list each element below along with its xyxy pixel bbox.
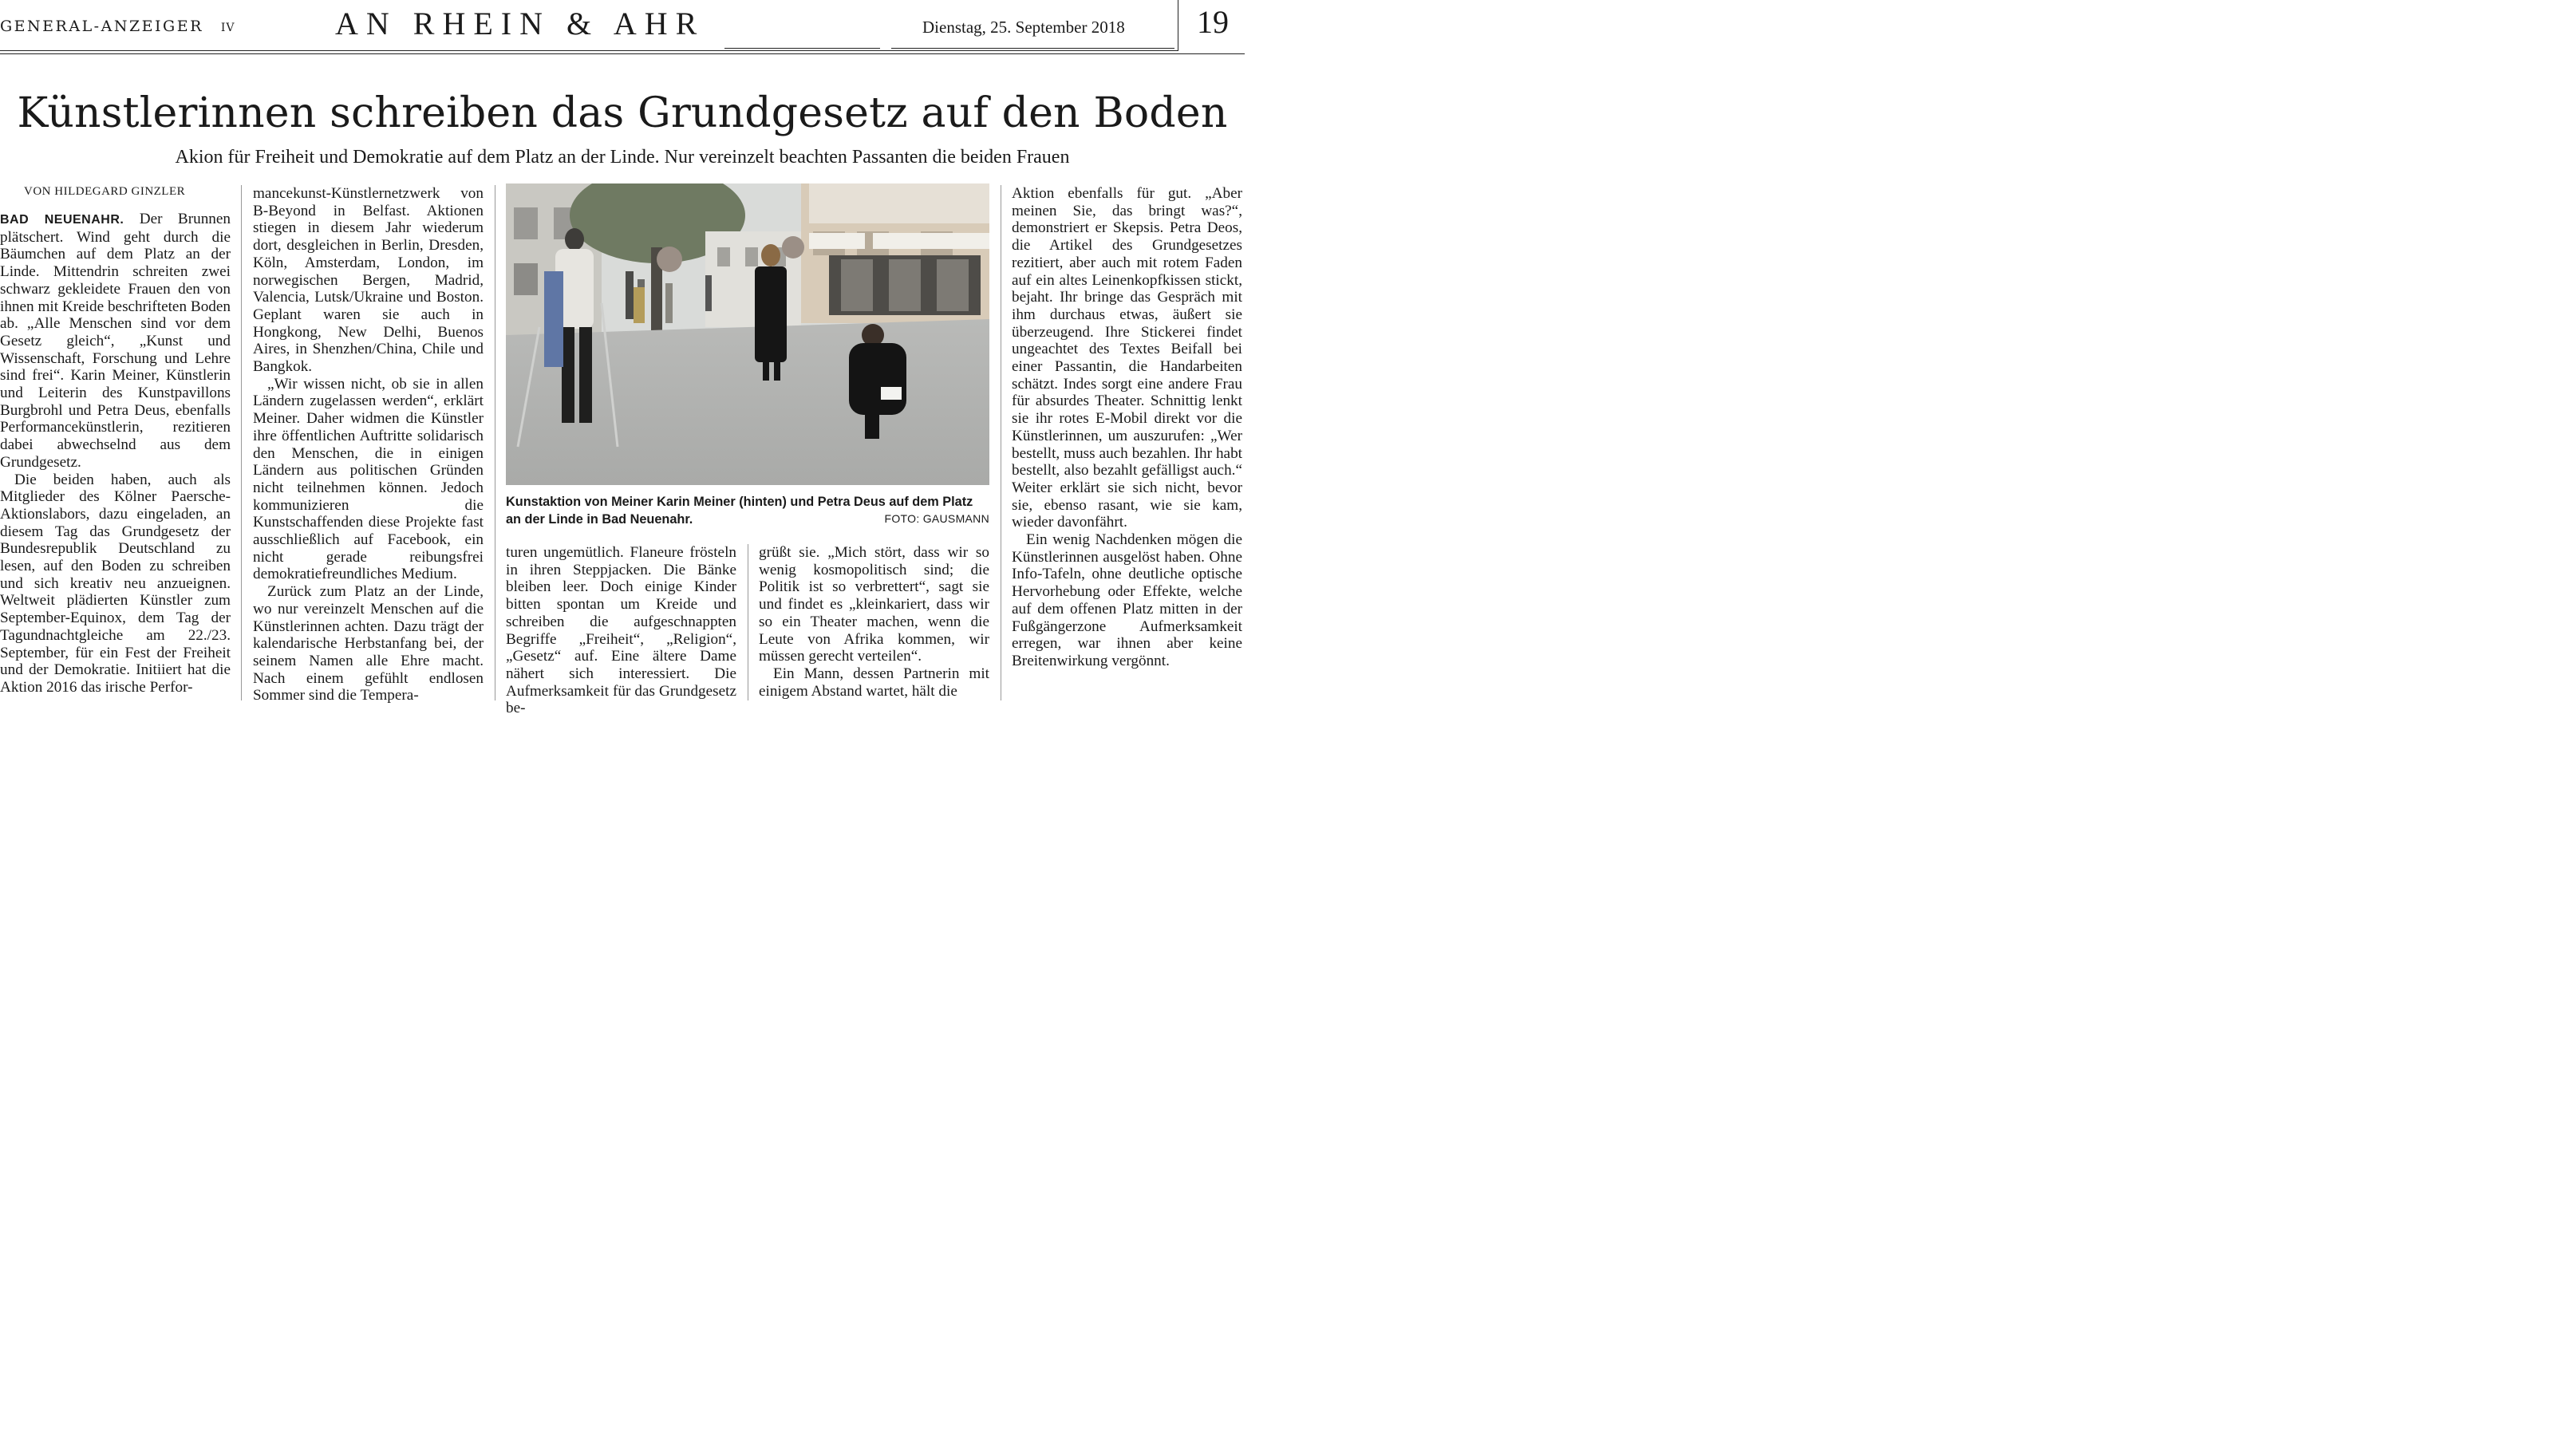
paragraph [0, 211, 231, 472]
page-number: 19 [1197, 4, 1229, 40]
masthead-paper-name [0, 18, 235, 35]
article-column-5 [1012, 185, 1242, 670]
photo-caption: Kunstaktion von Meiner Karin Meiner (hinten) und Petra Deus auf dem Platz an der Linde in Bad Neuenahr. [506, 495, 973, 527]
paragraph: turen ungemütlich. Flaneure frösteln in ihren Steppjacken. Die Bänke bleiben leer. Doch einige Kinder bitten spontan um Kreide und schreiben die aufgeschnappten Begriffe „Freiheit“, „Religion“, „Gesetz“ auf. Eine ältere Dame nähert sich interessiert. Die Aufmerksamkeit für das Grundgesetz be- [506, 544, 736, 717]
masthead-rule-segment [724, 48, 880, 49]
issue-date: Dienstag, 25. September 2018 [922, 18, 1125, 37]
article-column-3 [506, 544, 736, 717]
masthead-rule-segment [891, 48, 1174, 49]
dateline: BAD NEUENAHR. [0, 213, 124, 227]
paragraph: Zurück zum Platz an der Linde, wo nur vereinzelt Menschen auf die Künstlerinnen achten. Dazu trägt der kalendarische Herbstanfang bei, der seinem Namen alle Ehre macht. Nach einem gefühlt endlosen Sommer sind die Tempera- [253, 583, 484, 704]
section-title: AN RHEIN & AHR [335, 6, 705, 41]
paragraph: „Wir wissen nicht, ob sie in allen Ländern zugelassen werden“, erklärt Meiner. Daher widmen die Künstler ihre öffentlichen Auftritte solidarisch den Menschen, die in einigen Ländern aus politischen Gründen nicht teilnehmen können. Jedoch kommunizieren die Kunstschaffenden diese Projekte fast ausschließlich auf Facebook, ein nicht gerade reibungsfrei demokratiefreundliches Medium. [253, 375, 484, 583]
paragraph: Ein wenig Nachdenken mögen die Künstlerinnen ausgelöst haben. Ohne Info-Tafeln, ohne deutliche optische Hervorhebung oder Effekte, welche auf dem offenen Platz mitten in der Fußgängerzone Aufmerksamkeit erregen, war ihnen aber keine Breitenwirkung vergönnt. [1012, 531, 1242, 669]
article-photo [506, 183, 989, 485]
paragraph: mancekunst-Künstlernetzwerk von B-Beyond in Belfast. Aktionen stiegen in diesem Jahr wiederum dort, desgleichen in Berlin, Dresden, Köln, Amsterdam, London, im norwegischen Bergen, Madrid, Valencia, Lutsk/Ukraine und Boston. Geplant waren sie auch in Hongkong, New Delhi, Buenos Aires, in Shenzhen/China, Chile und Bangkok. [253, 185, 484, 376]
paragraph: grüßt sie. „Mich stört, dass wir so wenig kosmopolitisch sind; die Politik ist so verbrettert“, sagt sie und findet es „kleinkariert, dass wir so ein Theater machen, wenn die Leute von Afrika kommen, wir müssen gerecht verteilen“. [759, 544, 989, 665]
paragraph: Die beiden haben, auch als Mitglieder des Kölner Paersche-Aktionslabors, dazu eingeladen, an diesem Tag das Grundgesetz der Bundesrepublik Deutschland zu lesen, auf den Boden zu schreiben und sich kreativ neu anzueignen. Weltweit plädierten Künstler zum September-Equinox, dem Tag der Tagundnachtgleiche am 22./23. September, für ein Fest der Freiheit und der Demokratie. Initiiert hat die Aktion 2016 das irische Perfor- [0, 471, 231, 696]
article-column-4 [759, 544, 989, 700]
article-subline: Akion für Freiheit und Demokratie auf dem Platz an der Linde. Nur vereinzelt beachten Passanten die beiden Frauen [175, 147, 1070, 168]
paragraph: Aktion ebenfalls für gut. „Aber meinen Sie, das bringt was?“, demonstriert er Skepsis. Petra Deos, die Artikel des Grundgesetzes rezitiert, aber auch mit rotem Faden auf ein altes Leinenkopfkissen stickt, bejaht. Ihr bringe das Gespräch mit ihm durchaus etwas, äußert sie überzeugend. Ihre Stickerei findet ungeachtet des Textes Beifall bei einer Passantin, die Handarbeiten schätzt. Indes sorgt eine andere Frau für absurdes Theater. Schnittig lenkt sie ihr rotes E-Mobil direkt vor die Künstlerinnen, um auszurufen: „Wer bestellt, muss auch bezahlen. Ihr habt bestellt, also bezahlt gefälligst auch.“ Weiter erklärt sie sich nicht, bevor sie, ebenso rasant, wie sie kam, wieder davonfährt. [1012, 185, 1242, 531]
column-rule [241, 185, 242, 700]
article-column-1 [0, 185, 231, 696]
masthead-rule-lower [0, 53, 1245, 54]
article-column-2 [253, 185, 484, 704]
paragraph: Ein Mann, dessen Partnerin mit einigem Abstand wartet, hält die [759, 665, 989, 700]
photo-credit: FOTO: GAUSMANN [884, 512, 989, 525]
article-headline: Künstlerinnen schreiben das Grundgesetz auf den Boden [17, 89, 1228, 137]
street-scene-image [506, 183, 989, 485]
paper-name: GENERAL-ANZEIGER [0, 18, 203, 35]
byline: VON HILDEGARD GINZLER [24, 185, 186, 198]
section-number: IV [220, 22, 235, 34]
masthead-rule [0, 50, 1178, 51]
paragraph-text: Der Brunnen plätschert. Wind geht durch die Bäumchen auf dem Platz an der Linde. Mittendrin schreiten zwei schwarz gekleidete Frauen den von ihnen mit Kreide beschrifteten Boden ab. „Alle Menschen sind vor dem Gesetz gleich“, „Kunst und Wissenschaft, Forschung und Lehre sind frei“. Karin Meiner, Künstlerin und Leiterin des Kunstpavillons Burgbrohl und Petra Deus, ebenfalls Performancekünstlerin, rezitieren dabei abwechselnd aus dem Grundgesetz. [0, 211, 231, 471]
